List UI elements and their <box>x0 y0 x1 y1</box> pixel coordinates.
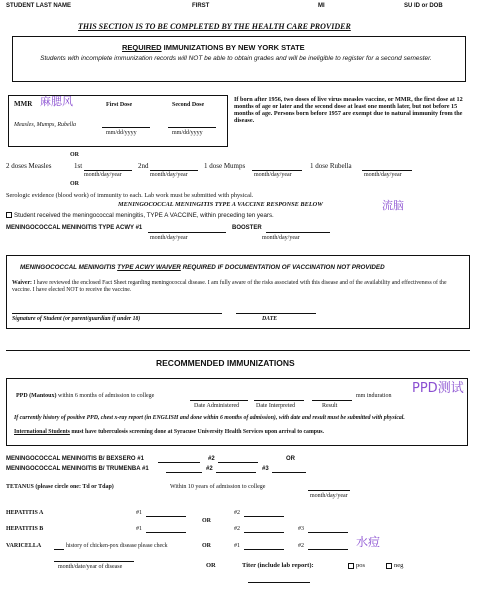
ppd-date-administered-field[interactable] <box>190 400 248 401</box>
waiver-label: Waiver: <box>12 280 32 286</box>
meningo-vaccine-heading: MENINGOCOCCAL MENINGITIS TYPE A VACCINE RESPONSE BELOW <box>118 201 323 208</box>
trumenba-1-field[interactable] <box>166 472 202 473</box>
ppd-date-interpreted-field[interactable] <box>254 400 304 401</box>
recommended-title: RECOMMENDED IMMUNIZATIONS <box>156 358 295 368</box>
trumenba-label: MENINGOCOCCAL MENINGITIS B/ TRUMENBA #1 <box>6 466 149 472</box>
varicella-2-label: #2 <box>298 543 304 549</box>
measles-first-field[interactable] <box>84 170 132 171</box>
one-dose-mumps: 1 dose Mumps <box>204 162 246 170</box>
trumenba-3-label: #3 <box>262 466 269 472</box>
ppd-date-administered: Date Administered <box>194 403 240 409</box>
mmr-date-hint-1: mm/dd/yyyy <box>106 130 137 136</box>
varicella-cjk-overlay: 水痘 <box>356 535 381 549</box>
varicella-2-field[interactable] <box>308 549 348 550</box>
tetanus-label: TETANUS (please circle one: Td or Tdap) <box>6 484 114 490</box>
hep-a-2-field[interactable] <box>244 516 284 517</box>
section-title: THIS SECTION IS TO BE COMPLETED BY THE HEALTH CARE PROVIDER <box>78 22 351 31</box>
required-word: REQUIRED <box>122 43 162 52</box>
waiver-title-b: TYPE ACWY WAIVER <box>117 264 181 271</box>
varicella-or-2: OR <box>206 562 216 569</box>
trumenba-3-field[interactable] <box>272 472 306 473</box>
varicella-1-field[interactable] <box>244 549 284 550</box>
meningo-booster-field[interactable] <box>266 232 330 233</box>
hep-b-1-field[interactable] <box>146 532 186 533</box>
meningo-statement-row <box>6 212 274 219</box>
titer-label: Titer (include lab report): <box>242 562 314 569</box>
meningo-acwy-1-field[interactable] <box>148 232 226 233</box>
ppd-result-field[interactable] <box>312 400 352 401</box>
hep-b-3-field[interactable] <box>308 532 348 533</box>
header-last-name: STUDENT LAST NAME <box>6 3 71 9</box>
meningo-type-label: MENINGOCOCCAL MENINGITIS TYPE ACWY #1 <box>6 225 143 231</box>
varicella-1-label: #1 <box>234 543 240 549</box>
hep-b-2-label: #2 <box>234 526 240 532</box>
hep-b-3-label: #3 <box>298 526 304 532</box>
ppd-row <box>16 393 154 400</box>
tetanus-hint: month/day/year <box>310 493 348 499</box>
waiver-body <box>12 280 462 293</box>
ppd-note: If currently history of positive PPD, chest x-ray report (in ENGLISH and done within 6 months of admission), with date and result must be submitted with physical. <box>14 415 405 421</box>
recommended-divider <box>6 350 470 351</box>
waiver-date-label: DATE <box>262 316 278 322</box>
rubella-hint: month/day/year <box>364 172 402 178</box>
hep-b-2-field[interactable] <box>244 532 284 533</box>
mmr-date-hint-2: mm/dd/yyyy <box>172 130 203 136</box>
waiver-text: I have reviewed the enclosed Fact Sheet regarding meningococcal disease. I am fully aware of the risks associated with this disease and of the availability and effectiveness of the vaccine. I have elected NOT to receive the vaccine. <box>12 280 447 293</box>
titer-neg-checkbox[interactable] <box>386 563 392 569</box>
trumenba-2-label: #2 <box>206 466 213 472</box>
trumenba-2-field[interactable] <box>216 472 256 473</box>
waiver-title-a: MENINGOCOCCAL MENINGITIS <box>20 264 118 271</box>
ppd-intl-text: must have tuberculosis screening done at Syracuse University Health Services upon arrival to campus. <box>69 429 324 435</box>
or-1: OR <box>70 152 79 158</box>
hep-a-1-field[interactable] <box>146 516 186 517</box>
or-2: OR <box>70 181 79 187</box>
titer-pos[interactable] <box>348 562 365 569</box>
required-title-rest: IMMUNIZATIONS BY NEW YORK STATE <box>161 43 305 52</box>
hep-or: OR <box>202 518 211 524</box>
titer-pos-checkbox[interactable] <box>348 563 354 569</box>
measles-second-label: 2nd <box>138 162 149 170</box>
ppd-date-interpreted: Date Interpreted <box>256 403 296 409</box>
two-doses-measles-label: 2 doses Measles <box>6 162 52 170</box>
titer-pos-label: pos <box>356 562 366 569</box>
meningo-cjk-overlay: 流脑 <box>382 199 404 212</box>
meningo-statement-checkbox[interactable] <box>6 212 12 218</box>
mmr-second-dose-field[interactable] <box>168 127 216 128</box>
meningo-hint-1: month/day/year <box>150 235 188 241</box>
titer-date-field[interactable] <box>248 582 310 583</box>
varicella-disease-date-field[interactable] <box>54 561 134 562</box>
ppd-cjk-overlay: PPD测试 <box>412 381 464 396</box>
bexsero-label: MENINGOCOCCAL MENINGITIS B/ BEXSERO #1 <box>6 456 144 462</box>
bexsero-2-label: #2 <box>208 456 215 462</box>
rubella-field[interactable] <box>362 170 412 171</box>
required-title <box>122 44 305 53</box>
mmr-note: If born after 1956, two doses of live virus measles vaccine, or MMR, the first dose at 12 months of age or later and the second dose at least one month later, but not before 15 months of age. Persons born before 1957 are exempt due to natural immunity from the disease. <box>234 96 463 125</box>
varicella-check-field[interactable] <box>54 549 64 550</box>
bexsero-2-field[interactable] <box>218 462 258 463</box>
ppd-intl-label: International Students <box>14 429 70 435</box>
meningo-statement: Student received the meningococcal meningitis, TYPE A VACCINE, within preceding ten years. <box>14 212 274 219</box>
measles-second-field[interactable] <box>150 170 198 171</box>
mmr-first-dose: First Dose <box>106 102 133 108</box>
ppd-label: PPD (Mantoux) <box>16 393 57 399</box>
varicella-label: VARICELLA <box>6 543 42 549</box>
required-note: Students with incomplete immunization records will NOT be able to obtain grades and will be ineligible to register for a second semester. <box>40 55 432 62</box>
hep-b-label: HEPATITIS B <box>6 526 44 532</box>
tetanus-within: Within 10 years of admission to college <box>170 484 266 490</box>
measles-hint-2: month/day/year <box>150 172 188 178</box>
waiver-date-field[interactable] <box>236 313 316 314</box>
one-dose-rubella: 1 dose Rubella <box>310 162 352 170</box>
waiver-title-c: REQUIRED IF DOCUMENTATION OF VACCINATION NOT PROVIDED <box>180 264 385 271</box>
serologic-text: Serologic evidence (blood work) of immunity to each. Lab work must be submitted with physical. <box>6 192 254 199</box>
varicella-or: OR <box>202 543 211 549</box>
waiver-title <box>20 264 385 271</box>
mmr-second-dose: Second Dose <box>172 102 205 108</box>
two-doses-measles <box>6 162 52 170</box>
mmr-cjk-overlay: 麻腮风 <box>40 95 73 108</box>
titer-neg[interactable] <box>386 562 403 569</box>
mumps-hint: month/day/year <box>254 172 292 178</box>
titer-neg-label: neg <box>394 562 404 569</box>
meningo-booster-label: BOOSTER <box>232 225 262 231</box>
mmr-sub: Measles, Mumps, Rubella <box>14 122 76 128</box>
bexsero-or: OR <box>286 456 295 462</box>
hep-a-2-label: #2 <box>234 510 240 516</box>
header-mi: MI <box>318 3 325 9</box>
ppd-induration: mm induration <box>356 393 392 399</box>
ppd-text: within 6 months of admission to college <box>56 393 155 399</box>
header-suid-dob: SU ID or DOB <box>404 3 443 9</box>
mmr-first-dose-field[interactable] <box>102 127 150 128</box>
waiver-signature-label: Signature of Student (or parent/guardian if under 18) <box>12 316 141 322</box>
hep-a-label: HEPATITIS A <box>6 510 44 516</box>
hep-a-1-label: #1 <box>136 510 142 516</box>
meningo-hint-2: month/day/year <box>262 235 300 241</box>
mumps-field[interactable] <box>252 170 302 171</box>
header-first: FIRST <box>192 3 210 9</box>
tetanus-date-field[interactable] <box>308 490 350 491</box>
varicella-text: history of chicken-pox disease please check <box>66 543 168 549</box>
bexsero-1-field[interactable] <box>158 462 200 463</box>
ppd-intl-row <box>14 429 460 436</box>
ppd-result: Result <box>322 403 338 409</box>
hep-b-1-label: #1 <box>136 526 142 532</box>
ppd-box <box>6 378 468 446</box>
waiver-signature-field[interactable] <box>12 313 222 314</box>
varicella-hint: month/date/year of disease <box>58 564 123 570</box>
measles-first-label: 1st <box>74 162 83 170</box>
mmr-label: MMR <box>14 100 33 108</box>
measles-hint-1: month/day/year <box>84 172 122 178</box>
